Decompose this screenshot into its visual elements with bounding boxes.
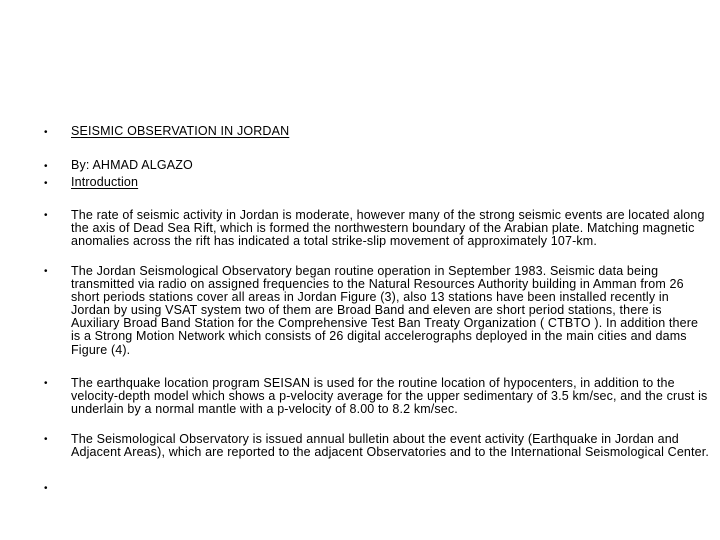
paragraph-observatory-network: The Jordan Seismological Observatory began routine operation in September 1983. Seismic data being transmitted via radio on assigned frequencies to the Natural Resources Authority building in Amman from 26 short periods stations cover all areas in Jordan Figure (3), also 13 stations have been installed recently in Jordan by using VSAT system two of them are Broad Band and eleven are short period stations, there is Auxiliary Broad Band Station for the Comprehensive Test Ban Treaty Organization ( CTBTO ). In addition there is a Strong Motion Network which consists of 26 digital accelerographs deployed in the main cities and dams Figure (4).: [71, 264, 699, 357]
bullet-marker: •: [44, 483, 48, 494]
bullet-marker: •: [44, 378, 48, 389]
paragraph-seismic-activity: The rate of seismic activity in Jordan is moderate, however many of the strong seismic events are located along the axis of Dead Sea Rift, which is formed the northwestern boundary of the Arabian plate. Matching magnetic anomalies across the rift has indicated a total strike-slip movement of approximately 107-km.: [71, 208, 705, 249]
bullet-marker: •: [44, 210, 48, 221]
bullet-marker: •: [44, 434, 48, 445]
bullet-marker: •: [44, 178, 48, 189]
paragraph-annual-bulletin: The Seismological Observatory is issued annual bulletin about the event activity (Earthquake in Jordan and Adjacent Areas), which are reported to the adjacent Observatories and to the International Seismological Center.: [71, 432, 709, 460]
slide-title: SEISMIC OBSERVATION IN JORDAN: [71, 124, 290, 138]
section-heading: Introduction: [71, 175, 139, 189]
author-line: By: AHMAD ALGAZO: [71, 158, 193, 172]
bullet-marker: •: [44, 127, 48, 138]
bullet-marker: •: [44, 161, 48, 172]
bullet-marker: •: [44, 266, 48, 277]
paragraph-seisan-program: The earthquake location program SEISAN is used for the routine location of hypocenters, in addition to the velocity-depth model which shows a p-velocity average for the upper sedimentary of 3.5 km/sec, and the crust is underlain by a normal mantle with a p-velocity of 8.00 to 8.2 km/sec.: [71, 376, 708, 417]
